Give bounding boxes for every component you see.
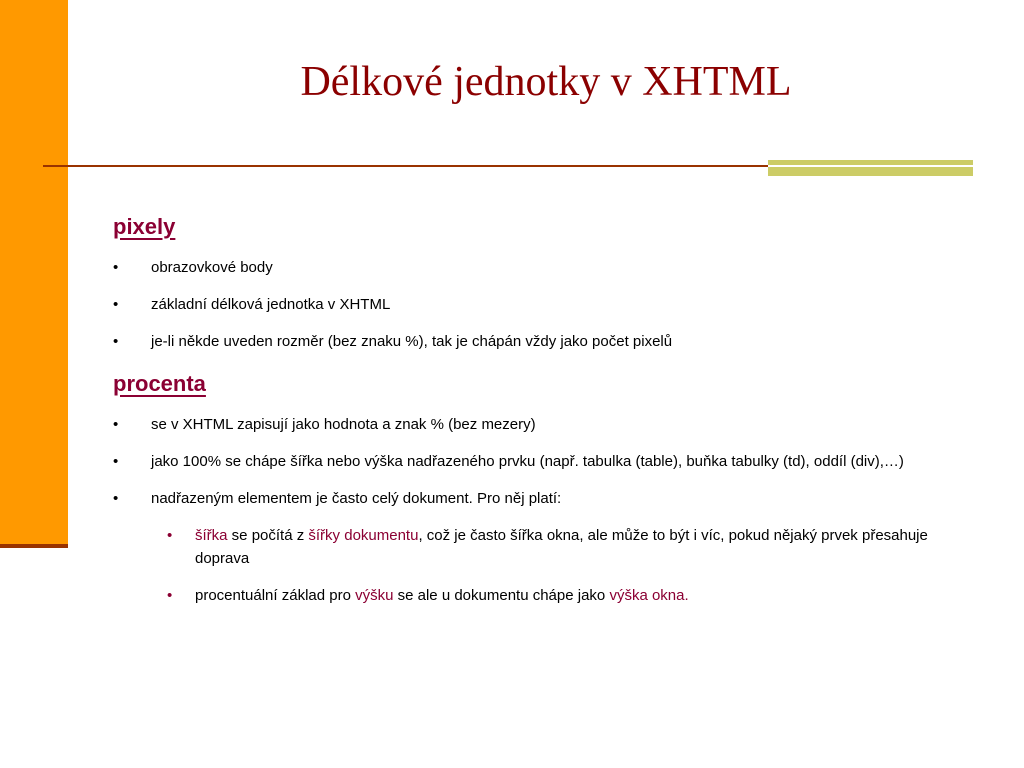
list-item-text: obrazovkové body: [151, 259, 273, 276]
list-item: [113, 413, 973, 436]
sub-list-text: se ale u dokumentu chápe jako: [393, 587, 610, 604]
title-divider: [43, 165, 769, 167]
highlight-text: výšku: [355, 587, 394, 604]
bullet-icon: •: [113, 453, 119, 470]
sub-list-text: , což je často šířka okna, ale může to být i víc, pokud nějaký prvek přesahuje doprava: [195, 527, 928, 567]
sub-list: [151, 524, 973, 607]
list-item-text: nadřazeným elementem je často celý dokument. Pro něj platí:: [151, 490, 562, 507]
highlight-text: šířka: [195, 527, 228, 544]
slide-title: Délkové jednotky v XHTML: [300, 59, 792, 105]
sub-list-item: [151, 524, 973, 570]
sub-list-item: [151, 584, 973, 607]
list-item-text: je-li někde uveden rozměr (bez znaku %), tak je chápán vždy jako počet pixelů: [151, 333, 673, 350]
highlight-text: šířky dokumentu: [308, 527, 419, 544]
side-accent-rule: [0, 544, 68, 548]
bullet-icon: •: [113, 490, 119, 507]
list-item-text: jako 100% se chápe šířka nebo výška nadřazeného prvku (např. tabulka (table), buňka tabulky (td), oddíl (div),…): [151, 453, 904, 470]
list-item: [113, 293, 973, 316]
highlight-text: výška okna.: [609, 587, 689, 604]
pixels-list: [113, 256, 973, 353]
list-item: [113, 256, 973, 279]
list-item: [113, 330, 973, 353]
sub-list-text: procentuální základ pro: [195, 587, 356, 604]
side-accent-bar: [0, 0, 68, 544]
slide-content: [113, 210, 973, 621]
list-item: [113, 450, 973, 473]
bullet-icon: •: [113, 259, 119, 276]
list-item: [113, 487, 973, 607]
list-item-text: základní délková jednotka v XHTML: [151, 296, 391, 313]
bullet-icon: •: [113, 333, 119, 350]
list-item-text: se v XHTML zapisují jako hodnota a znak % (bez mezery): [151, 416, 536, 433]
bullet-icon: •: [113, 296, 119, 313]
bullet-icon: •: [113, 416, 119, 433]
section-heading-percent: procenta: [113, 371, 206, 396]
section-heading-pixels: pixely: [113, 214, 176, 239]
bullet-icon: •: [167, 527, 173, 544]
bullet-icon: •: [167, 587, 173, 604]
sub-list-text: se počítá z: [227, 527, 309, 544]
percent-list: [113, 413, 973, 607]
title-accent-bar: [768, 158, 973, 178]
